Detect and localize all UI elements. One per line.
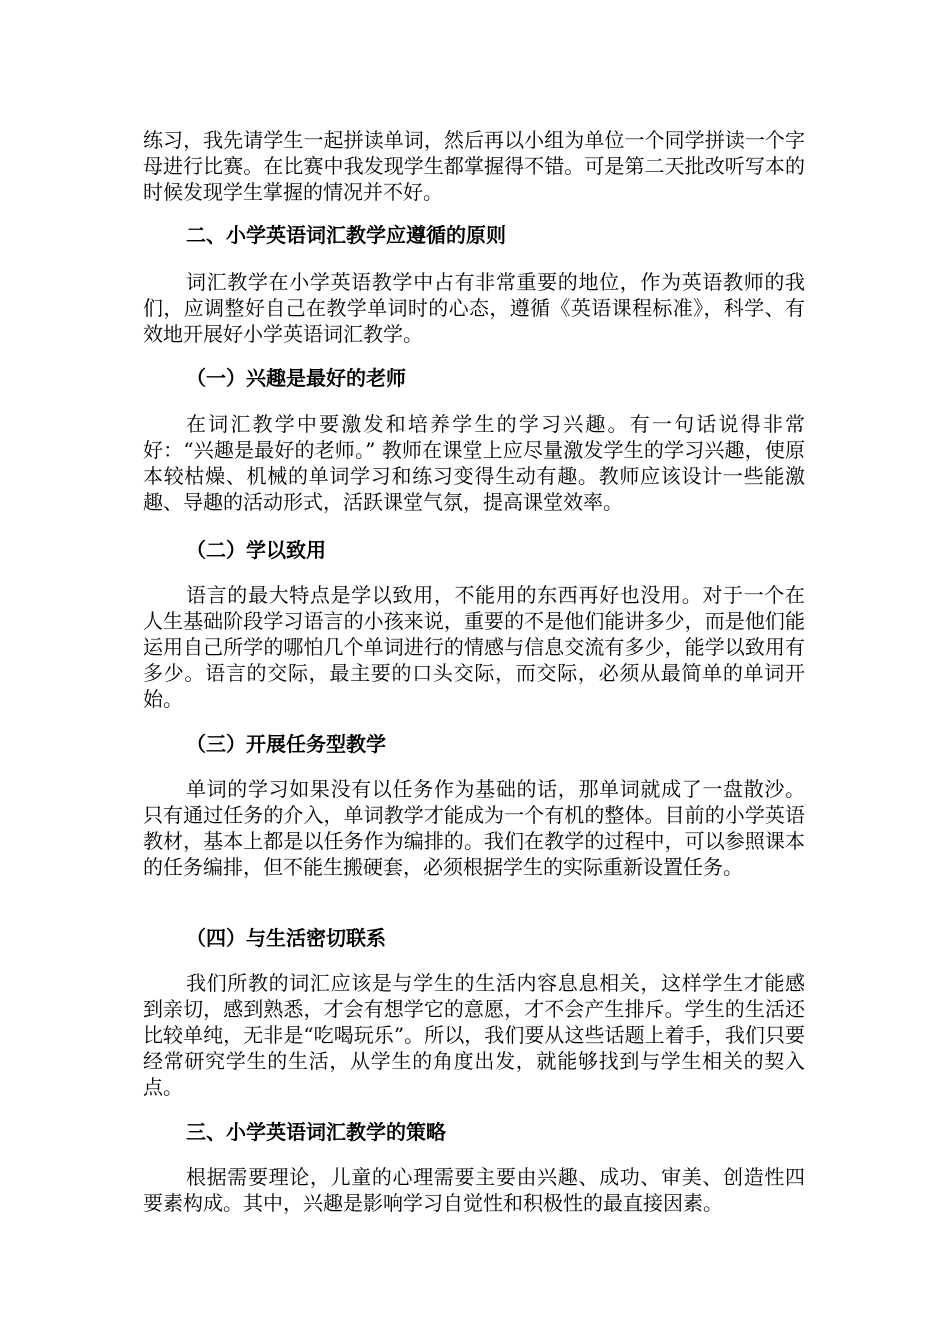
paragraph-continuation: 练习，我先请学生一起拼读单词，然后再以小组为单位一个同学拼读一个字母进行比赛。在比赛中我发现学生都掌握得不错。可是第二天批改听写本的时候发现学生掌握的情况并不好。 [143, 128, 805, 204]
subheading-task-based: （三）开展任务型教学 [186, 732, 386, 756]
paragraph-apply-learning: 语言的最大特点是学以致用，不能用的东西再好也没用。对于一个在人生基础阶段学习语言的小孩来说，重要的不是他们能讲多少，而是他们能运用自己所学的哪怕几个单词进行的情感与信息交流有多少，能学以致用有多少。语言的交际，最主要的口头交际，而交际，必须从最简单的单词开始。 [143, 583, 805, 711]
section-heading-principles: 二、小学英语词汇教学应遵循的原则 [186, 223, 506, 247]
section-heading-strategies: 三、小学英语词汇教学的策略 [186, 1120, 446, 1144]
subheading-apply-learning: （二）学以致用 [186, 538, 326, 562]
subheading-interest: （一）兴趣是最好的老师 [186, 366, 406, 390]
paragraph-interest: 在词汇教学中要激发和培养学生的学习兴趣。有一句话说得非常好：“兴趣是最好的老师。” 教师在课堂上应尽量激发学生的学习兴趣，使原本较枯燥、机械的单词学习和练习变得生动有趣。教师应该设计一些能激趣、导趣的活动形式，活跃课堂气氛，提高课堂效率。 [143, 412, 805, 514]
paragraph-principles-intro: 词汇教学在小学英语教学中占有非常重要的地位，作为英语教师的我们，应调整好自己在教学单词时的心态，遵循《英语课程标准》，科学、有效地开展好小学英语词汇教学。 [143, 270, 805, 346]
subheading-life-connection: （四）与生活密切联系 [186, 926, 386, 950]
paragraph-task-based: 单词的学习如果没有以任务作为基础的话，那单词就成了一盘散沙。只有通过任务的介入，单词教学才能成为一个有机的整体。目前的小学英语教材，基本上都是以任务作为编排的。我们在教学的过程中，可以参照课本的任务编排，但不能生搬硬套，必须根据学生的实际重新设置任务。 [143, 777, 805, 879]
paragraph-life-connection: 我们所教的词汇应该是与学生的生活内容息息相关，这样学生才能感到亲切，感到熟悉，才会有想学它的意愿，才不会产生排斥。学生的生活还比较单纯，无非是“吃喝玩乐”。所以，我们要从这些话题上着手，我们只要经常研究学生的生活，从学生的角度出发，就能够找到与学生相关的契入点。 [143, 971, 805, 1099]
paragraph-strategies-intro: 根据需要理论，儿童的心理需要主要由兴趣、成功、审美、创造性四要素构成。其中，兴趣是影响学习自觉性和积极性的最直接因素。 [143, 1165, 805, 1215]
